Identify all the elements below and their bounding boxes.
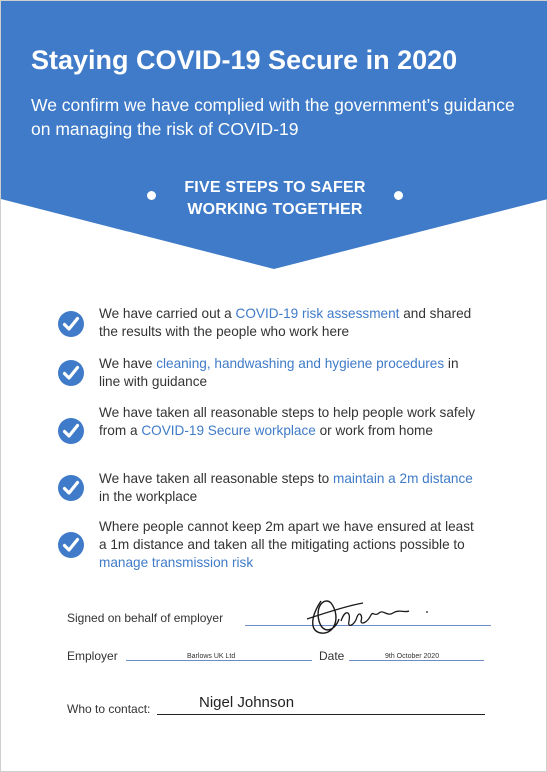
- employer-field[interactable]: [126, 660, 312, 661]
- check-circle-icon: [57, 531, 85, 559]
- contact-field[interactable]: [157, 714, 485, 715]
- steps-heading-line1: FIVE STEPS TO SAFER: [184, 179, 366, 196]
- list-item-text: We have taken all reasonable steps to help people work safely from a COVID-19 Secure workplace or work from home: [99, 405, 476, 438]
- list-item-text: We have carried out a COVID-19 risk assessment and shared the results with the people who work here: [99, 306, 472, 339]
- employer-value: Barlows UK Ltd: [187, 653, 236, 660]
- page-subtitle: We confirm we have complied with the government’s guidance on managing the risk of COVID-19: [31, 95, 515, 139]
- check-circle-icon: [57, 474, 85, 502]
- transmission-risk-link[interactable]: manage transmission risk: [99, 555, 254, 570]
- check-circle-icon: [57, 359, 85, 387]
- bullet-dot-icon: [394, 191, 403, 200]
- signed-label: Signed on behalf of employer: [67, 611, 224, 625]
- maintain-distance-link[interactable]: maintain a 2m distance: [333, 471, 473, 486]
- contact-value: Nigel Johnson: [199, 694, 295, 711]
- bullet-dot-icon: [147, 191, 156, 200]
- steps-heading-line2: WORKING TOGETHER: [187, 201, 363, 218]
- list-item-text: We have taken all reasonable steps to maintain a 2m distance in the workplace: [99, 471, 473, 504]
- steps-heading: [151, 177, 399, 221]
- employer-label: Employer: [67, 649, 118, 663]
- risk-assessment-link[interactable]: COVID-19 risk assessment: [235, 306, 400, 321]
- handwritten-signature: [301, 591, 441, 639]
- date-field[interactable]: [349, 660, 484, 661]
- list-item-text: We have cleaning, handwashing and hygiene procedures in line with guidance: [99, 356, 459, 389]
- list-item-text: Where people cannot keep 2m apart we have ensured at least a 1m distance and taken all the mitigating actions possible to manage transmission risk: [99, 519, 474, 570]
- page-title: Staying COVID-19 Secure in 2020: [31, 45, 458, 75]
- contact-label: Who to contact:: [67, 702, 151, 716]
- date-value: 9th October 2020: [385, 653, 440, 660]
- check-circle-icon: [57, 417, 85, 445]
- check-circle-icon: [57, 310, 85, 338]
- date-label: Date: [319, 649, 345, 663]
- secure-workplace-link[interactable]: COVID-19 Secure workplace: [141, 423, 316, 438]
- hygiene-procedures-link[interactable]: cleaning, handwashing and hygiene procedures: [156, 356, 445, 371]
